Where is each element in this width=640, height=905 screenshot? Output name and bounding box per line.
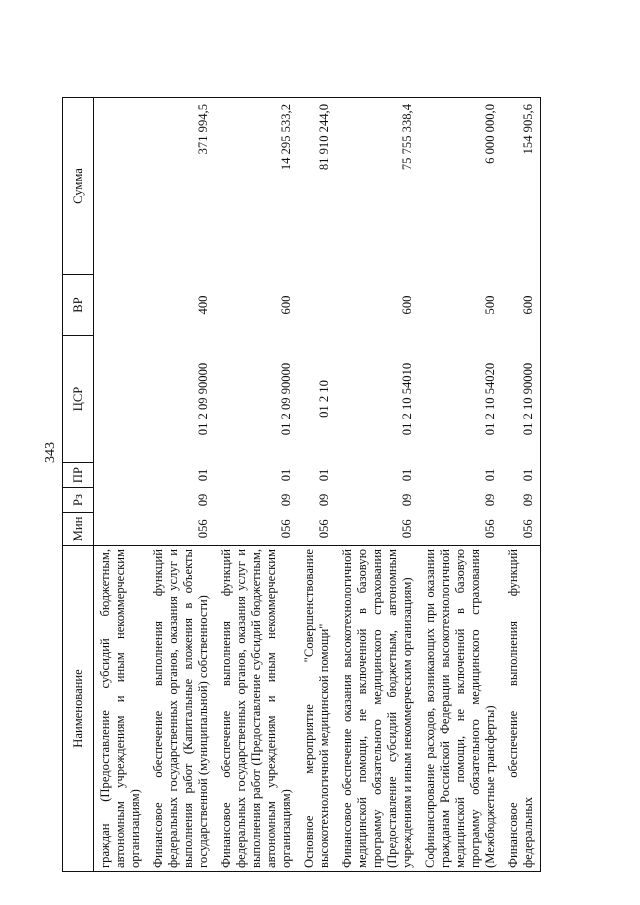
row-pr: 01 [317, 468, 331, 482]
row-pr: 01 [400, 468, 414, 482]
row-sum: 154 905,6 [502, 98, 541, 275]
row-rz: 09 [279, 493, 293, 507]
row-sum: 75 755 338,4 [336, 98, 419, 275]
row-vr: 500 [483, 295, 497, 315]
row-sum: 81 910 244,0 [298, 98, 336, 275]
row-name: Финансовое обеспечение выполнения функций федеральных [502, 546, 541, 872]
header-row [63, 98, 94, 872]
row-sum [94, 98, 148, 275]
row-min: 056 [400, 519, 414, 539]
table-row [94, 98, 148, 872]
table-row [147, 98, 215, 872]
row-vr [94, 275, 148, 336]
row-vr: 400 [196, 295, 210, 315]
row-csr [94, 336, 148, 463]
row-name: Финансовое обеспечение выполнения функций федеральных государственных органов, оказания услуг и выполнения работ (Капитальные вложения в объекты государственной (муниципальной) собственности) [147, 546, 215, 872]
row-pr: 01 [502, 463, 541, 488]
row-sum: 371 994,5 [147, 98, 215, 275]
table-row [419, 98, 502, 872]
row-csr: 01 2 10 [317, 380, 331, 418]
row-min: 056 [317, 519, 331, 539]
header-pr: ПР [63, 463, 94, 488]
row-rz: 09 [317, 493, 331, 507]
row-sum: 6 000 000,0 [419, 98, 502, 275]
table-row [336, 98, 419, 872]
page-number: 343 [43, 442, 58, 463]
row-csr: 01 2 09 90000 [196, 362, 210, 436]
row-min: 056 [279, 519, 293, 539]
header-min: Мин [63, 513, 94, 546]
row-csr: 01 2 10 54010 [400, 362, 414, 436]
row-vr: 600 [502, 275, 541, 336]
row-rz: 09 [483, 493, 497, 507]
row-name: Финансовое обеспечение выполнения функций федеральных государственных органов, оказания услуг и выполнения работ (Предоставление субсидий бюджетным, автономным учреждениям и иным некоммерческим организациям) [215, 546, 298, 872]
row-csr: 01 2 10 54020 [483, 362, 497, 436]
row-min: 056 [502, 513, 541, 546]
row-pr: 01 [483, 468, 497, 482]
row-vr: 600 [279, 295, 293, 315]
row-pr: 01 [279, 468, 293, 482]
row-pr [94, 463, 148, 488]
row-rz: 09 [400, 493, 414, 507]
row-vr: 600 [400, 295, 414, 315]
header-name: Наименование [63, 546, 94, 872]
row-name: граждан (Предоставление субсидий бюджетным, автономным учреждениям и иным некоммерческим организациям) [94, 546, 148, 872]
row-name: Софинансирование расходов, возникающих при оказании гражданам Российской Федерации высокотехнологичной медицинской помощи, не включенной в базовую программу обязательного медицинского страхования (Межбюджетные трансферты) [419, 546, 502, 872]
row-rz [94, 488, 148, 513]
table-row [502, 98, 541, 872]
row-name: Финансовое обеспечение оказания высокотехнологичной медицинской помощи, не включенной в базовую программу обязательного медицинского страхования (Предоставление субсидий бюджетным, автономным учреждениям и иным некоммерческим организациям) [336, 546, 419, 872]
header-csr: ЦСР [63, 336, 94, 463]
row-min: 056 [483, 519, 497, 539]
row-rz: 09 [196, 493, 210, 507]
header-vr: ВР [63, 275, 94, 336]
row-csr: 01 2 10 90000 [502, 336, 541, 463]
row-sum: 14 295 533,2 [215, 98, 298, 275]
header-rz: Рз [63, 488, 94, 513]
table-row [215, 98, 298, 872]
table-row [298, 98, 336, 872]
row-min [94, 513, 148, 546]
row-vr [298, 275, 336, 336]
header-sum: Сумма [63, 98, 94, 275]
row-min: 056 [196, 519, 210, 539]
budget-table [62, 97, 541, 872]
row-csr: 01 2 09 90000 [279, 362, 293, 436]
row-name: Основное мероприятие "Совершенствование высокотехнологичной медицинской помощи" [298, 546, 336, 872]
row-rz: 09 [502, 488, 541, 513]
row-pr: 01 [196, 468, 210, 482]
